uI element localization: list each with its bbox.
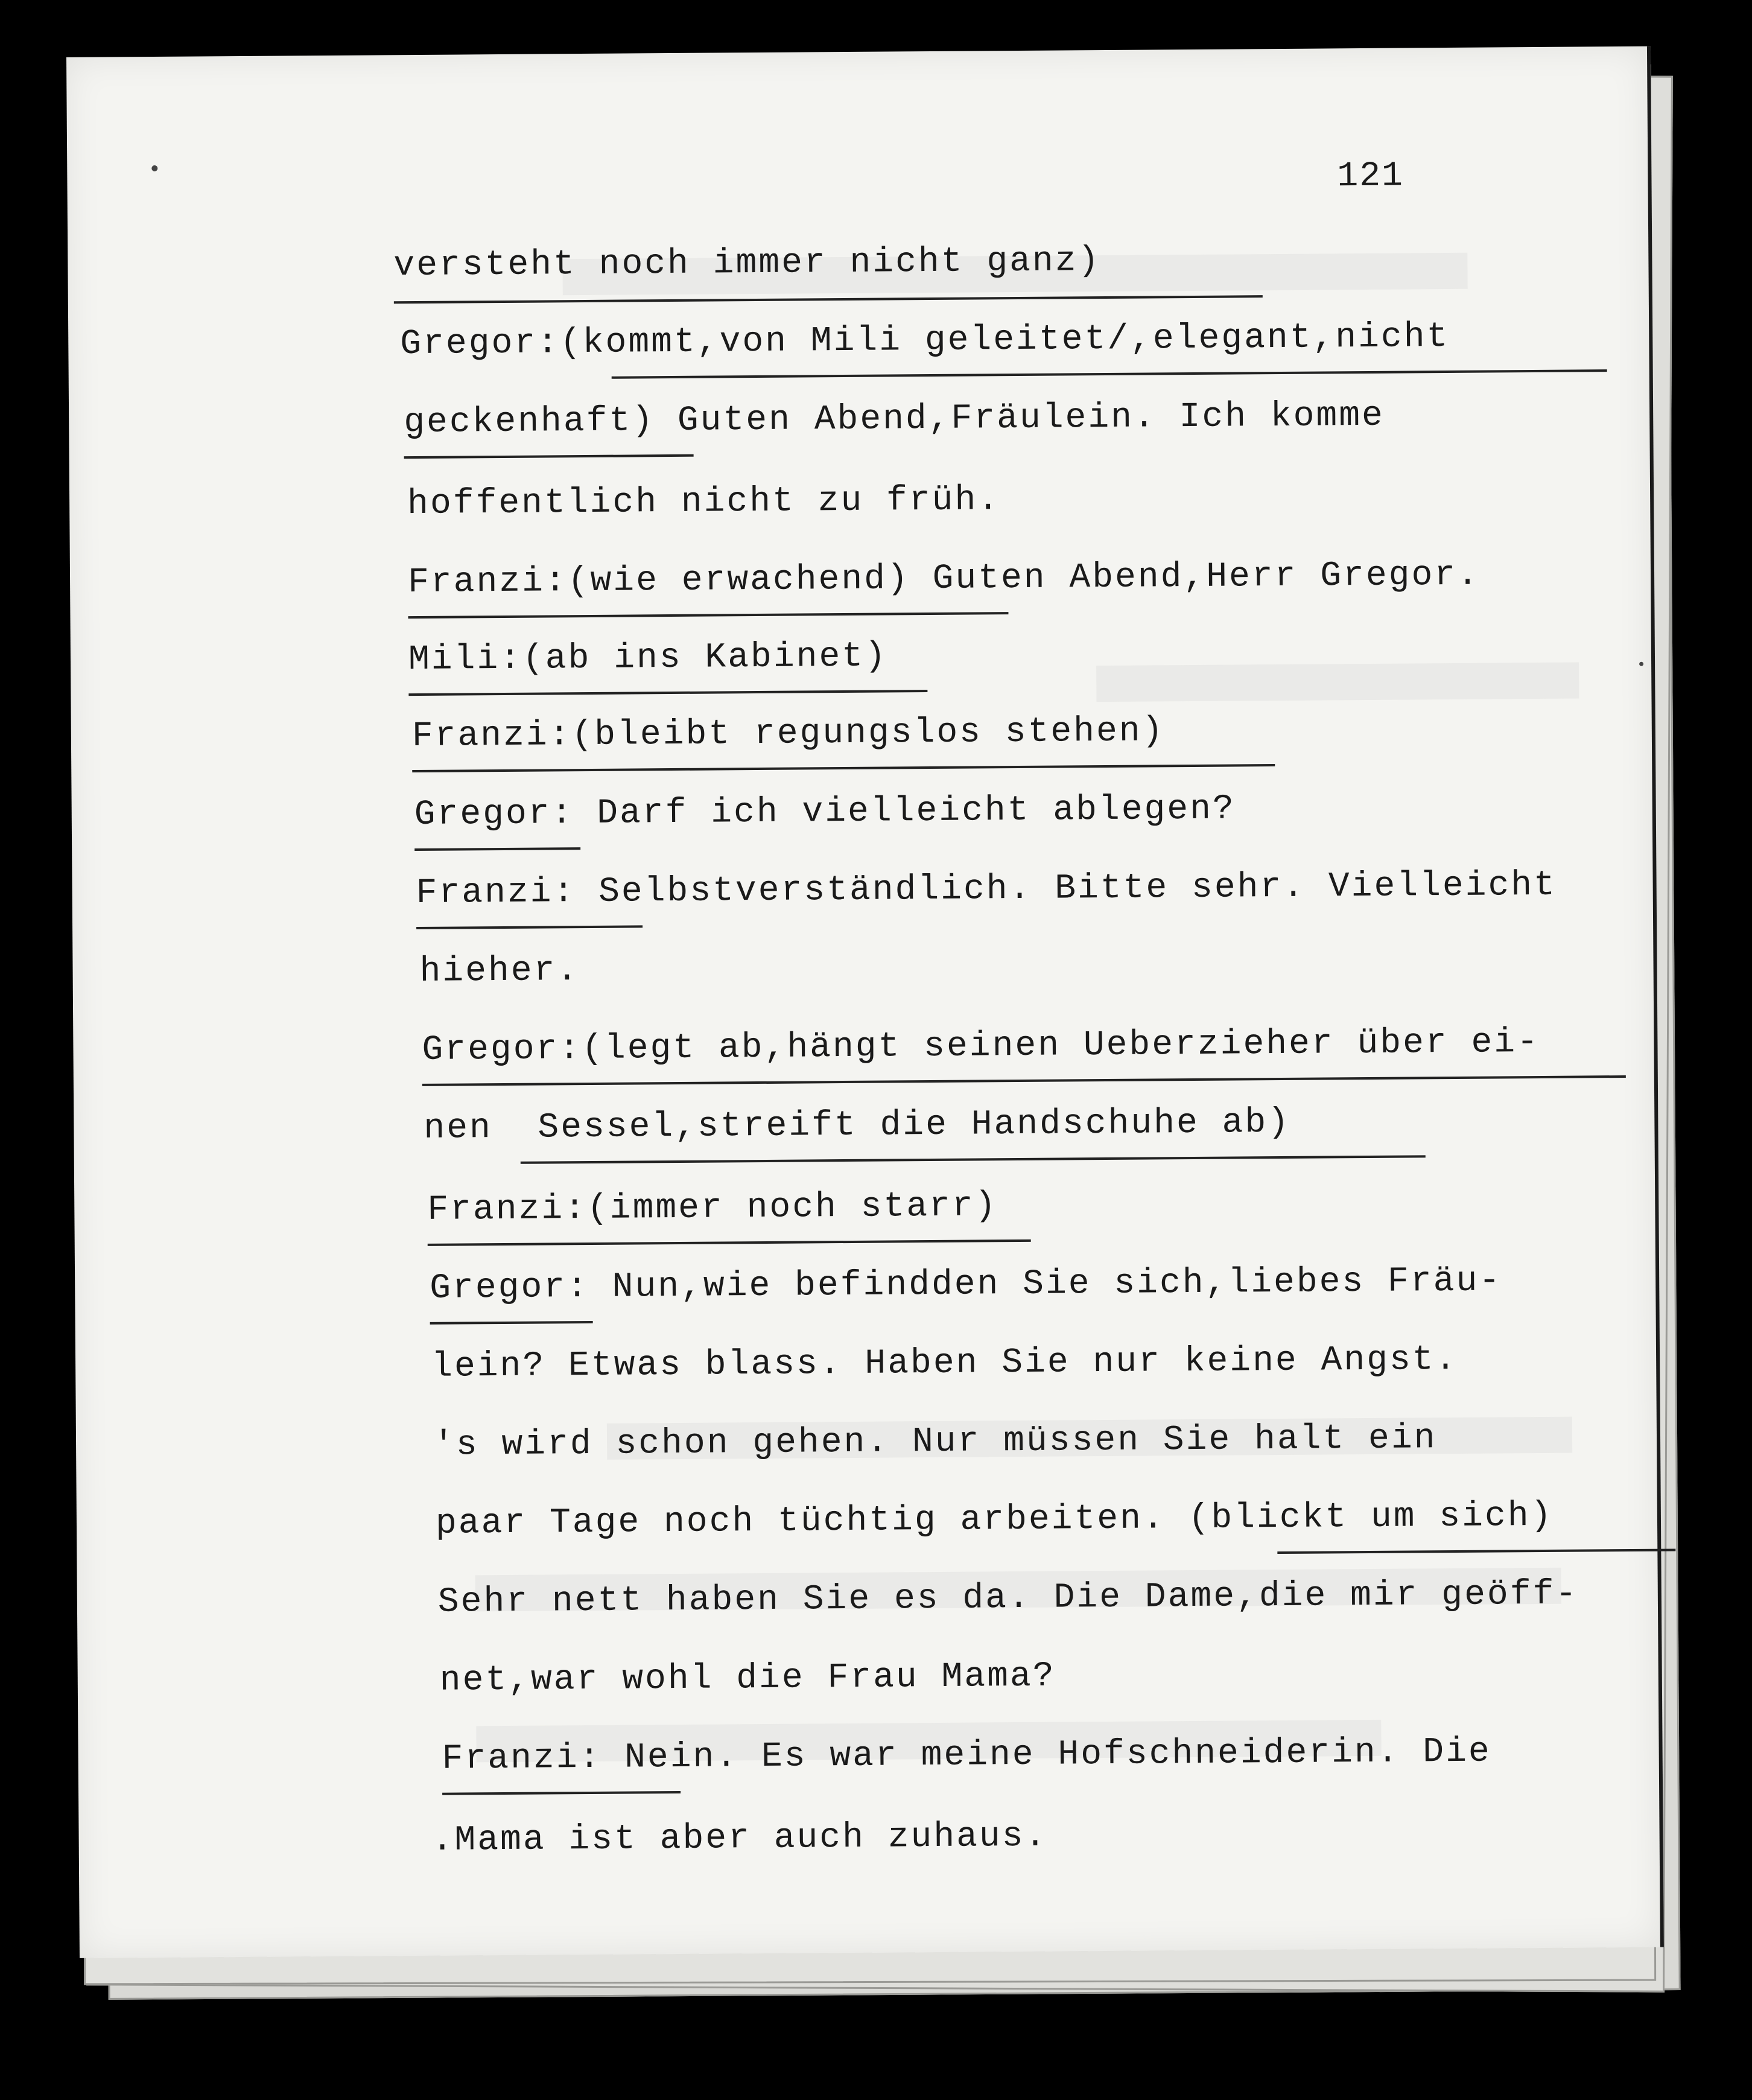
- underline: [412, 764, 1275, 772]
- text-line: Franzi:(wie erwachend) Guten Abend,Herr Gregor.: [407, 555, 1481, 603]
- text-line: nen Sessel,streift die Handschuhe ab): [424, 1102, 1291, 1148]
- text-line: hieher.: [419, 951, 580, 991]
- page-number: 121: [1337, 156, 1404, 197]
- bleed-through: [1096, 663, 1579, 702]
- underline: [408, 690, 927, 696]
- text-line: Franzi: Selbstverständlich. Bitte sehr. Vielleicht: [416, 865, 1557, 913]
- text-line: 's wird schon gehen. Nur müssen Sie halt ein: [433, 1419, 1437, 1465]
- text-line: versteht noch immer nicht ganz): [393, 241, 1101, 286]
- underline: [404, 454, 694, 459]
- underline: [408, 612, 1008, 619]
- text-line: Sehr nett haben Sie es da. Die Dame,die mir geöff-: [437, 1574, 1579, 1622]
- underline: [394, 295, 1263, 304]
- text-line: Franzi:(immer noch starr): [427, 1186, 998, 1230]
- ink-speck: [1639, 662, 1643, 666]
- text-line: Mili:(ab ins Kabinet): [408, 637, 888, 680]
- text-line: paar Tage noch tüchtig arbeiten. (blickt um sich): [435, 1496, 1554, 1544]
- underline: [430, 1321, 593, 1325]
- text-line: geckenhaft) Guten Abend,Fräulein. Ich komme: [404, 396, 1385, 443]
- underline: [521, 1155, 1426, 1163]
- text-line: Franzi: Nein. Es war meine Hofschneiderin. Die: [442, 1732, 1491, 1779]
- typed-page: [66, 46, 1664, 1958]
- text-line: Franzi:(bleibt regungslos stehen): [411, 711, 1165, 757]
- text-line: hoffentlich nicht zu früh.: [407, 480, 1001, 524]
- text-line: Gregor: Nun,wie befindden Sie sich,liebes Fräu-: [430, 1261, 1502, 1308]
- underline: [1277, 1548, 1675, 1554]
- underline: [612, 369, 1607, 379]
- underline: [428, 1239, 1031, 1246]
- text-line: Gregor:(kommt,von Mili geleitet/,elegant,nicht: [400, 317, 1450, 364]
- ink-speck: [151, 165, 157, 171]
- text-line: Gregor: Darf ich vielleicht ablegen?: [414, 789, 1236, 835]
- underline: [414, 847, 580, 851]
- text-line: .Mama ist aber auch zuhaus.: [431, 1816, 1048, 1860]
- text-line: lein? Etwas blass. Haben Sie nur keine Angst.: [431, 1340, 1458, 1387]
- text-line: net,war wohl die Frau Mama?: [439, 1656, 1056, 1701]
- text-line: Gregor:(legt ab,hängt seinen Ueberzieher über ei-: [422, 1022, 1540, 1070]
- underline: [442, 1791, 681, 1795]
- underline: [422, 1075, 1626, 1086]
- underline: [416, 925, 643, 929]
